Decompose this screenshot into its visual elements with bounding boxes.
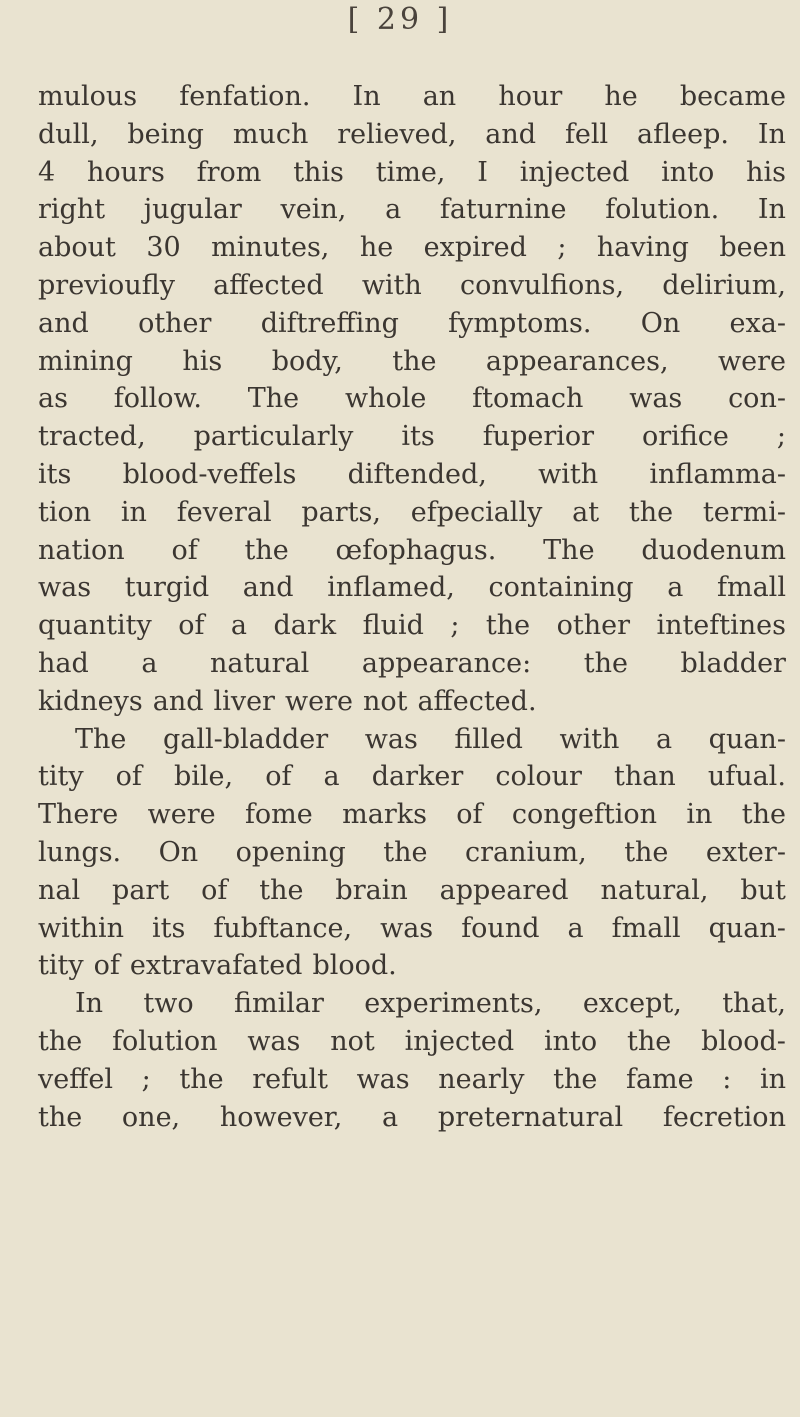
text-line: and other diftreffing fymptoms. On exa- (38, 307, 786, 339)
text-line: mining his body, the appearances, were (38, 345, 786, 377)
text-line: veffel ; the refult was nearly the fame : in (38, 1063, 786, 1095)
page-number: [ 29 ] (347, 2, 453, 37)
text-line: nal part of the brain appeared natural, but (38, 874, 786, 906)
text-line: was turgid and inflamed, containing a fmall (38, 572, 786, 604)
text-line: quantity of a dark fluid ; the other inteftines (38, 610, 786, 642)
text-line: tity of extravafated blood. (38, 950, 397, 982)
text-line: its blood-veffels diftended, with inflamma- (38, 458, 786, 490)
text-line: nation of the œfophagus. The duodenum (38, 534, 786, 566)
body-text (38, 78, 786, 1136)
text-line: right jugular vein, a faturnine folution. In (38, 194, 786, 226)
text-line: tracted, particularly its fuperior orifice ; (38, 421, 786, 453)
text-line: tion in feveral parts, efpecially at the termi- (38, 496, 786, 528)
text-line: The gall-bladder was filled with a quan- (75, 723, 786, 755)
text-line: about 30 minutes, he expired ; having been (38, 232, 786, 264)
text-line: tity of bile, of a darker colour than ufual. (38, 761, 786, 793)
text-line: had a natural appearance: the bladder (38, 647, 786, 679)
text-line: the folution was not injected into the blood- (38, 1025, 786, 1057)
text-line: There were fome marks of congeftion in the (38, 799, 786, 831)
text-line: dull, being much relieved, and fell afleep. In (38, 118, 786, 150)
text-line: mulous fenfation. In an hour he became (38, 81, 786, 112)
text-line: 4 hours from this time, I injected into his (38, 156, 786, 188)
text-line: as follow. The whole ftomach was con- (38, 383, 786, 415)
text-line: kidneys and liver were not affected. (38, 685, 537, 717)
text-line: the one, however, a preternatural fecretion (38, 1101, 786, 1133)
text-line: previoufly affected with convulfions, delirium, (38, 269, 786, 301)
text-line: In two fimilar experiments, except, that, (75, 988, 786, 1020)
text-line: lungs. On opening the cranium, the exter- (38, 836, 786, 868)
text-line: within its fubftance, was found a fmall quan- (38, 912, 786, 944)
